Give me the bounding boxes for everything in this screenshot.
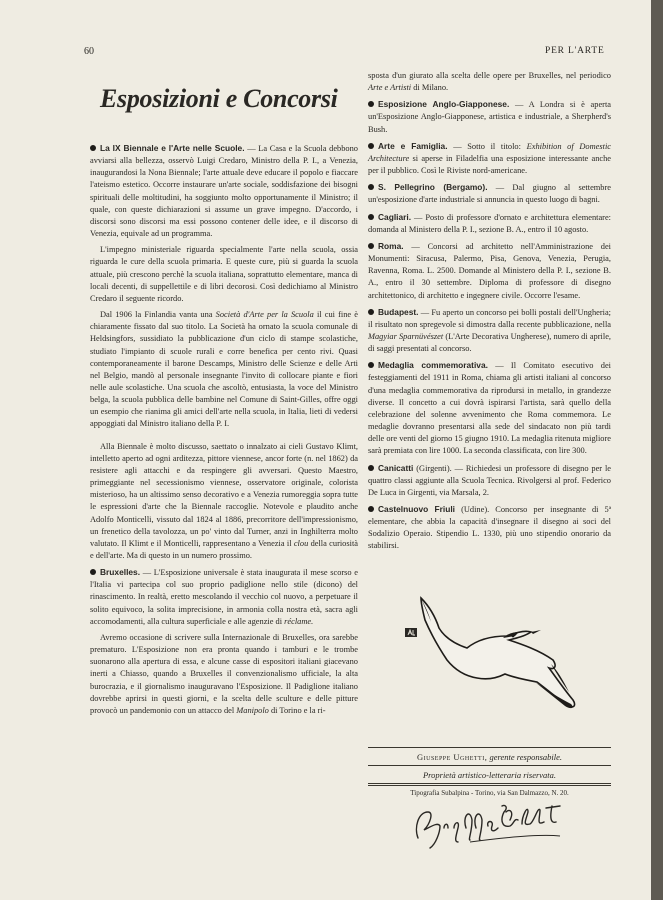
entry-cagliari: Cagliari. — Posto di professore d'ornato e architettura elementare: domanda al Ministero della P. I., sezione B. A., entro il 10 agosto. — [368, 211, 612, 234]
page-title: Esposizioni e Concorsi — [100, 84, 338, 113]
running-head: PER L'ARTE — [545, 46, 605, 56]
paragraph-biennale: La IX Biennale e l'Arte nelle Scuole. — La Casa e la Scuola debbono avviarsi alla bellezza, osservò Luigi Credaro, Ministro della P. I., a Venezia, inaugurandosi la Nona Biennale; l'arte attuale deve educare il popolo e fiaccare l'ateismo estetico. Occorre instaurare un'arte sociale, soddisfazione dei bisogni spirituali delle moltitudini, ha soggiunto molto opportunamente il Ministro; il quale, con queste dichiarazioni si assume un grave impegno. D'accordo, i discorsi sono discorsi ma essi possono contener delle idee, e il discorso di Venezia, equivale ad un programma. — [90, 143, 358, 239]
entry-medaglia: Medaglia commemorativa. — Il Comitato esecutivo dei festeggiamenti del 1911 in Roma, chiama gli artisti italiani al concorso d'una medaglia commemorativa da riprodursi in metallo, in grandezze diverse. Il concetto a cui dovrà ispirarsi l'artista, sarà quello della celebrazione del solenne avvenimento che Roma commemora. Le medaglie dovranno presentarsi alla sede del sindacato non più tardi delle ore venti del giorno 15 giugno 1910. La medaglia ritenuta migliore sarà premiata con lire 1000. La seconda classificata, con lire 300. — [368, 360, 611, 456]
paragraph-continuation: sposta d'un giurato alla scelta delle opere per Bruxelles, nel periodico Arte e Artisti di Milano. — [368, 71, 611, 93]
left-column — [90, 142, 358, 721]
bullet-icon — [90, 569, 96, 575]
printer-line: Tipografia Subalpina - Torino, via San Dalmazzo, N. 20. — [410, 789, 569, 797]
seagull-illustration-icon — [405, 592, 580, 722]
page-edge — [651, 0, 663, 900]
paragraph-bruxelles-2: Avremo occasione di scrivere sulla Internazionale di Bruxelles, ora sarebbe prematuro. L'Esposizione non era pronta quando i tamburi e le trombe suonarono alla apertura di essa, e alcune casse di espositori italiani giacevano inerti a Chiasso, quando a Bruxelles il convenzionalismo ufficiale, la alta burocrazia, e il giornalismo inauguravano l'Esposizione. Il Padiglione italiano dovrebbe aprirsi in questi giorni, e la scelta delle sculture e delle pitture provocò un pandemonio con un attacco del Manipolo di Torino e la ri- — [90, 632, 358, 715]
entry-budapest: Budapest. — Fu aperto un concorso pei bolli postali dell'Ungheria; il risultato non spregevole si dimostra dalla recente pubblicazione, nella Magyiar Sparnüvészet (L'Arte Decorativa Ungherese), numero di aprile, di saggi presentati al concorso. — [368, 306, 612, 354]
footer-rule — [368, 785, 611, 786]
entry-canicatti: Canicatti (Girgenti). — Richiedesi un professore di disegno per le quattro classi aggiunte alla Scuola Tecnica. Rivolgersi al prof. Federico De Luca in Girgenti, via Marsala, 2. — [368, 462, 612, 497]
footer-rule — [368, 783, 611, 784]
right-column — [368, 70, 611, 557]
bullet-icon — [368, 243, 374, 249]
entry-anglo-giapponese: Esposizione Anglo-Giapponese. — A Londra si è aperta un'Esposizione Anglo-Giapponese, artistica e industriale, a Sherpherd's Bush. — [368, 99, 612, 134]
footer-rule — [368, 765, 611, 766]
paragraph-finlandia: Dal 1906 la Finlandia vanta una Società d'Arte per la Scuola il cui fine è chiaramente fissato dal suo titolo. La Società ha ornato la scuola comunale di Heldsingfors, sussidiato la pubblicazione d'un ciclo di stampe scolastiche, studiato l'impianto di scuole rurali e corre benefica per cento rivi. Quasi contemporaneamente il barone Descamps, Ministro delle Scienze e delle Arti nel Belgio, mandò al personale insegnante l'invito di collocare piante e fiori nelle aule scolastiche. Una scuola che ascoltò, entusiasta, la voce del Ministro belga, la scuola pubblica delle bambine nel Comune di Saint-Gilles, offre oggi un esempio che rianima gli amici dell'arte nella scuola, in Italia, lieti di vedersi appoggiati dal Ministro italiano della P. I. — [90, 310, 359, 429]
responsible-line: Giuseppe Ughetti, gerente responsabile. — [416, 752, 563, 762]
bullet-icon — [368, 101, 374, 107]
entry-castelnuovo: Castelnuovo Friuli (Udine). Concorso per insegnante di 5ª elementare, che abbia la capacità d'insegnare il disegno ai soci del Sodalizio Operaio. Stipendio L. 1330, più uno stipendio onorario da stabilirsi. — [368, 504, 612, 551]
paragraph-klimt: Alla Biennale è molto discusso, saettato o innalzato ai cieli Gustavo Klimt, intelletto aperto ad ogni arditezza, pittore viennese, ancor forte (n. nel 1862) da resistere agli attacchi e da respingere gli avversari. Questo Maestro, primeggiante nel secessionismo viennese, osservatore originale, colorista misterioso, ha un altissimo senso decorativo e a Venezia rumoreggia sopra tutte le espressioni d'arte che la Biennale raccoglie. Notevole e plaudito anche Adolfo Monticelli, vissuto dal 1824 al 1886, precorritore dell'impressionismo, un frenetico della tavolozza, un po' vinto dal Turner, anzi in Inghilterra molto valutato. Il Klimt e il Monticelli, rappresentano a Venezia il clou della curiosità e dell'arte. Ma di questo in un numero prossimo. — [90, 441, 358, 560]
footer-rule — [368, 747, 611, 748]
paragraph-bruxelles: Bruxelles. — L'Esposizione universale è stata inaugurata il mese scorso e l'Italia vi partecipa col suo proprio padiglione nello stile (dicono) del rinascimento. In realtà, eretto mescolando il vecchio col nuovo, a perpetuare il solito equivoco, la solita imprecisione, in armonia colla nostra età, sacra agli accomodamenti, alla cultura superficiale e alle agenzie di réclame. — [90, 567, 358, 626]
bullet-icon — [368, 506, 374, 512]
page-number: 60 — [84, 46, 94, 57]
entry-roma: Roma. — Concorsi ad architetto nell'Amministrazione dei Monumenti: Siracusa, Palermo, Pisa, Genova, Venezia, Perugia, Ravenna, Roma. L. 2500. Domande al Ministero della P. I., sezione B. A., entro il 30 settembre. Diploma di professore di disegno architettonico, di architetto e ingegnere civile. Occorre l'esame. — [368, 240, 612, 300]
entry-san-pellegrino: S. Pellegrino (Bergamo). — Dal giugno al settembre un'esposizione d'arte industriale si annuncia in questo luogo di bagni. — [368, 182, 611, 205]
bullet-icon — [368, 362, 374, 368]
bullet-icon — [368, 309, 374, 315]
handwritten-signature-icon — [410, 798, 570, 850]
paragraph-ministero: L'impegno ministeriale riguarda specialmente l'arte nella scuola, ossia riguarda le cure della scuola primaria. E queste cure, più si guarda la scuola attuale, più crescono perchè la scuola italiana, soprattutto elementare, manca di locali decenti, di suppellettile e di libri decorosi. Così dedichiamo al Ministro Credaro il seguente ricordo. — [90, 245, 358, 303]
bullet-icon — [368, 184, 374, 190]
bullet-icon — [368, 214, 374, 220]
bullet-icon — [368, 465, 374, 471]
bullet-icon — [90, 145, 96, 151]
entry-arte-famiglia: Arte e Famiglia. — Sotto il titolo: Exhibition of Domestic Architecture si aperse in Filadelfia una esposizione interessante anche per il pubblico. Così le Riviste nord-americane. — [368, 140, 612, 176]
bullet-icon — [368, 143, 374, 149]
rights-line: Proprietà artistico-letteraria riservata. — [422, 770, 557, 780]
